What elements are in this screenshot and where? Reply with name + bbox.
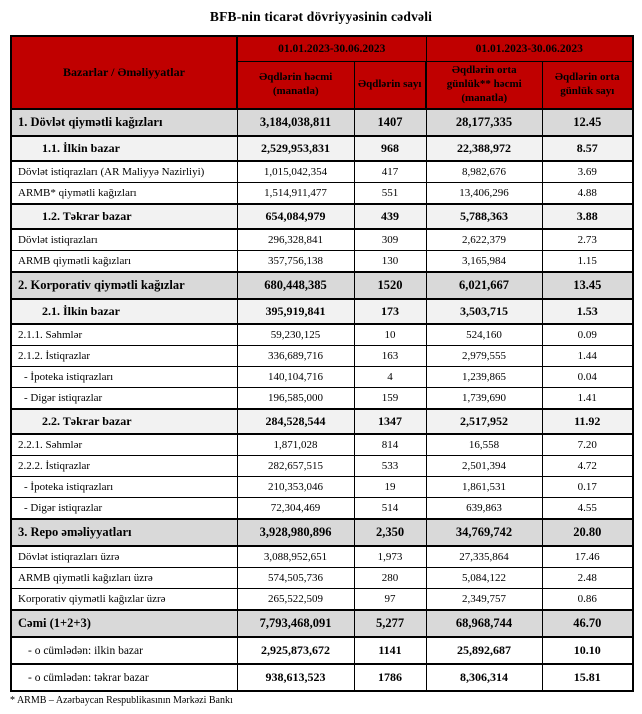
header-period-1: 01.01.2023-30.06.2023: [237, 36, 426, 62]
deal-volume-cell: 72,304,469: [237, 498, 354, 520]
table-row: [11, 519, 633, 546]
table-row: [11, 299, 633, 324]
avg-daily-volume-cell: 34,769,742: [426, 519, 542, 546]
row-label-cell: ARMB qiymətli kağızları: [11, 251, 237, 273]
avg-daily-count-cell: 0.04: [542, 367, 633, 388]
deal-volume-cell: 2,925,873,672: [237, 637, 354, 664]
row-label-cell: 2.2. Təkrar bazar: [11, 409, 237, 434]
row-label-cell: 2. Korporativ qiymətli kağızlar: [11, 272, 237, 299]
avg-daily-volume-cell: 22,388,972: [426, 136, 542, 161]
deal-count-cell: 533: [354, 456, 426, 477]
table-row: [11, 229, 633, 251]
avg-daily-count-cell: 7.20: [542, 434, 633, 456]
row-label-cell: Cəmi (1+2+3): [11, 610, 237, 637]
row-label-cell: 1.2. Təkrar bazar: [11, 204, 237, 229]
deal-volume-cell: 3,088,952,651: [237, 546, 354, 568]
deal-volume-cell: 938,613,523: [237, 664, 354, 691]
deal-count-cell: 280: [354, 568, 426, 589]
header-avg-daily-volume: Əqdlərin orta günlük** həcmi (manatla): [426, 62, 542, 110]
row-label-cell: 2.1.1. Səhmlər: [11, 324, 237, 346]
deal-volume-cell: 357,756,138: [237, 251, 354, 273]
avg-daily-volume-cell: 8,982,676: [426, 161, 542, 183]
avg-daily-count-cell: 3.69: [542, 161, 633, 183]
deal-volume-cell: 336,689,716: [237, 346, 354, 367]
avg-daily-count-cell: 20.80: [542, 519, 633, 546]
row-label-cell: 3. Repo əməliyyatları: [11, 519, 237, 546]
row-label-cell: - o cümlədən: təkrar bazar: [11, 664, 237, 691]
deal-volume-cell: 196,585,000: [237, 388, 354, 410]
deal-volume-cell: 1,015,042,354: [237, 161, 354, 183]
deal-volume-cell: 2,529,953,831: [237, 136, 354, 161]
deal-count-cell: 5,277: [354, 610, 426, 637]
deal-count-cell: 514: [354, 498, 426, 520]
table-row: [11, 161, 633, 183]
avg-daily-volume-cell: 5,084,122: [426, 568, 542, 589]
avg-daily-count-cell: 12.45: [542, 109, 633, 136]
row-label-cell: ARMB* qiymətli kağızları: [11, 183, 237, 205]
avg-daily-volume-cell: 2,501,394: [426, 456, 542, 477]
table-row: [11, 610, 633, 637]
deal-volume-cell: 574,505,736: [237, 568, 354, 589]
table-row: [11, 136, 633, 161]
avg-daily-count-cell: 1.53: [542, 299, 633, 324]
table-row: [11, 546, 633, 568]
avg-daily-volume-cell: 1,861,531: [426, 477, 542, 498]
deal-count-cell: 1347: [354, 409, 426, 434]
avg-daily-count-cell: 8.57: [542, 136, 633, 161]
table-body: [11, 109, 633, 691]
deal-volume-cell: 1,514,911,477: [237, 183, 354, 205]
avg-daily-volume-cell: 1,239,865: [426, 367, 542, 388]
trading-turnover-table: [10, 35, 634, 692]
table-row: [11, 109, 633, 136]
row-label-cell: - İpoteka istiqrazları: [11, 367, 237, 388]
avg-daily-volume-cell: 27,335,864: [426, 546, 542, 568]
avg-daily-volume-cell: 2,979,555: [426, 346, 542, 367]
deal-count-cell: 417: [354, 161, 426, 183]
table-row: [11, 324, 633, 346]
deal-count-cell: 439: [354, 204, 426, 229]
deal-volume-cell: 3,928,980,896: [237, 519, 354, 546]
table-row: [11, 456, 633, 477]
deal-count-cell: 968: [354, 136, 426, 161]
avg-daily-count-cell: 2.48: [542, 568, 633, 589]
avg-daily-count-cell: 15.81: [542, 664, 633, 691]
table-row: [11, 204, 633, 229]
table-row: [11, 409, 633, 434]
avg-daily-volume-cell: 68,968,744: [426, 610, 542, 637]
deal-count-cell: 130: [354, 251, 426, 273]
deal-count-cell: 551: [354, 183, 426, 205]
header-row-periods: [11, 36, 633, 62]
deal-count-cell: 2,350: [354, 519, 426, 546]
deal-count-cell: 1,973: [354, 546, 426, 568]
table-row: [11, 434, 633, 456]
deal-volume-cell: 296,328,841: [237, 229, 354, 251]
avg-daily-count-cell: 4.88: [542, 183, 633, 205]
avg-daily-count-cell: 3.88: [542, 204, 633, 229]
row-label-cell: - o cümlədən: ilkin bazar: [11, 637, 237, 664]
deal-volume-cell: 210,353,046: [237, 477, 354, 498]
deal-volume-cell: 680,448,385: [237, 272, 354, 299]
avg-daily-count-cell: 11.92: [542, 409, 633, 434]
table-row: [11, 388, 633, 410]
deal-volume-cell: 282,657,515: [237, 456, 354, 477]
table-row: [11, 664, 633, 691]
deal-count-cell: 814: [354, 434, 426, 456]
deal-count-cell: 1520: [354, 272, 426, 299]
avg-daily-volume-cell: 3,503,715: [426, 299, 542, 324]
avg-daily-volume-cell: 2,517,952: [426, 409, 542, 434]
avg-daily-volume-cell: 28,177,335: [426, 109, 542, 136]
avg-daily-count-cell: 4.55: [542, 498, 633, 520]
avg-daily-volume-cell: 16,558: [426, 434, 542, 456]
avg-daily-volume-cell: 2,349,757: [426, 589, 542, 611]
header-period-2: 01.01.2023-30.06.2023: [426, 36, 633, 62]
avg-daily-volume-cell: 639,863: [426, 498, 542, 520]
deal-count-cell: 309: [354, 229, 426, 251]
deal-volume-cell: 284,528,544: [237, 409, 354, 434]
row-label-cell: Dövlət istiqrazları (AR Maliyyə Nazirliyi): [11, 161, 237, 183]
header-markets-operations: Bazarlar / Əməliyyatlar: [11, 36, 237, 109]
avg-daily-volume-cell: 25,892,687: [426, 637, 542, 664]
row-label-cell: - Digər istiqrazlar: [11, 388, 237, 410]
row-label-cell: ARMB qiymətli kağızları üzrə: [11, 568, 237, 589]
table-row: [11, 477, 633, 498]
table-row: [11, 183, 633, 205]
deal-count-cell: 173: [354, 299, 426, 324]
avg-daily-volume-cell: 2,622,379: [426, 229, 542, 251]
deal-volume-cell: 654,084,979: [237, 204, 354, 229]
table-row: [11, 498, 633, 520]
row-label-cell: Korporativ qiymətli kağızlar üzrə: [11, 589, 237, 611]
avg-daily-volume-cell: 6,021,667: [426, 272, 542, 299]
table-row: [11, 346, 633, 367]
deal-count-cell: 163: [354, 346, 426, 367]
deal-volume-cell: 59,230,125: [237, 324, 354, 346]
deal-volume-cell: 265,522,509: [237, 589, 354, 611]
avg-daily-volume-cell: 3,165,984: [426, 251, 542, 273]
row-label-cell: 2.2.2. İstiqrazlar: [11, 456, 237, 477]
page-title: BFB-nin ticarət dövriyyəsinin cədvəli: [209, 9, 433, 24]
row-label-cell: Dövlət istiqrazları: [11, 229, 237, 251]
deal-count-cell: 1786: [354, 664, 426, 691]
row-label-cell: 1. Dövlət qiymətli kağızları: [11, 109, 237, 136]
deal-count-cell: 97: [354, 589, 426, 611]
deal-volume-cell: 140,104,716: [237, 367, 354, 388]
deal-volume-cell: 7,793,468,091: [237, 610, 354, 637]
table-row: [11, 637, 633, 664]
avg-daily-count-cell: 0.09: [542, 324, 633, 346]
table-row: [11, 367, 633, 388]
table-row: [11, 568, 633, 589]
row-label-cell: 2.1.2. İstiqrazlar: [11, 346, 237, 367]
avg-daily-volume-cell: 524,160: [426, 324, 542, 346]
avg-daily-volume-cell: 8,306,314: [426, 664, 542, 691]
avg-daily-count-cell: 17.46: [542, 546, 633, 568]
deal-count-cell: 19: [354, 477, 426, 498]
avg-daily-count-cell: 13.45: [542, 272, 633, 299]
avg-daily-count-cell: 1.15: [542, 251, 633, 273]
avg-daily-count-cell: 1.41: [542, 388, 633, 410]
row-label-cell: 1.1. İlkin bazar: [11, 136, 237, 161]
deal-count-cell: 4: [354, 367, 426, 388]
header-deal-count: Əqdlərin sayı: [354, 62, 426, 110]
footnote: * ARMB – Azərbaycan Respublikasının Mərkəzi Bankı: [10, 695, 233, 706]
deal-count-cell: 1141: [354, 637, 426, 664]
deal-count-cell: 159: [354, 388, 426, 410]
avg-daily-volume-cell: 1,739,690: [426, 388, 542, 410]
table-row: [11, 251, 633, 273]
table-header: [11, 36, 633, 109]
header-deal-volume: Əqdlərin həcmi (manatla): [237, 62, 354, 110]
avg-daily-count-cell: 46.70: [542, 610, 633, 637]
avg-daily-count-cell: 1.44: [542, 346, 633, 367]
avg-daily-count-cell: 2.73: [542, 229, 633, 251]
avg-daily-count-cell: 10.10: [542, 637, 633, 664]
row-label-cell: 2.1. İlkin bazar: [11, 299, 237, 324]
deal-count-cell: 1407: [354, 109, 426, 136]
deal-volume-cell: 395,919,841: [237, 299, 354, 324]
avg-daily-count-cell: 0.17: [542, 477, 633, 498]
row-label-cell: - Digər istiqrazlar: [11, 498, 237, 520]
row-label-cell: - İpoteka istiqrazları: [11, 477, 237, 498]
table-row: [11, 589, 633, 611]
table-row: [11, 272, 633, 299]
avg-daily-volume-cell: 13,406,296: [426, 183, 542, 205]
row-label-cell: Dövlət istiqrazları üzrə: [11, 546, 237, 568]
deal-count-cell: 10: [354, 324, 426, 346]
avg-daily-volume-cell: 5,788,363: [426, 204, 542, 229]
deal-volume-cell: 1,871,028: [237, 434, 354, 456]
row-label-cell: 2.2.1. Səhmlər: [11, 434, 237, 456]
avg-daily-count-cell: 4.72: [542, 456, 633, 477]
deal-volume-cell: 3,184,038,811: [237, 109, 354, 136]
avg-daily-count-cell: 0.86: [542, 589, 633, 611]
header-avg-daily-count: Əqdlərin orta günlük sayı: [542, 62, 633, 110]
